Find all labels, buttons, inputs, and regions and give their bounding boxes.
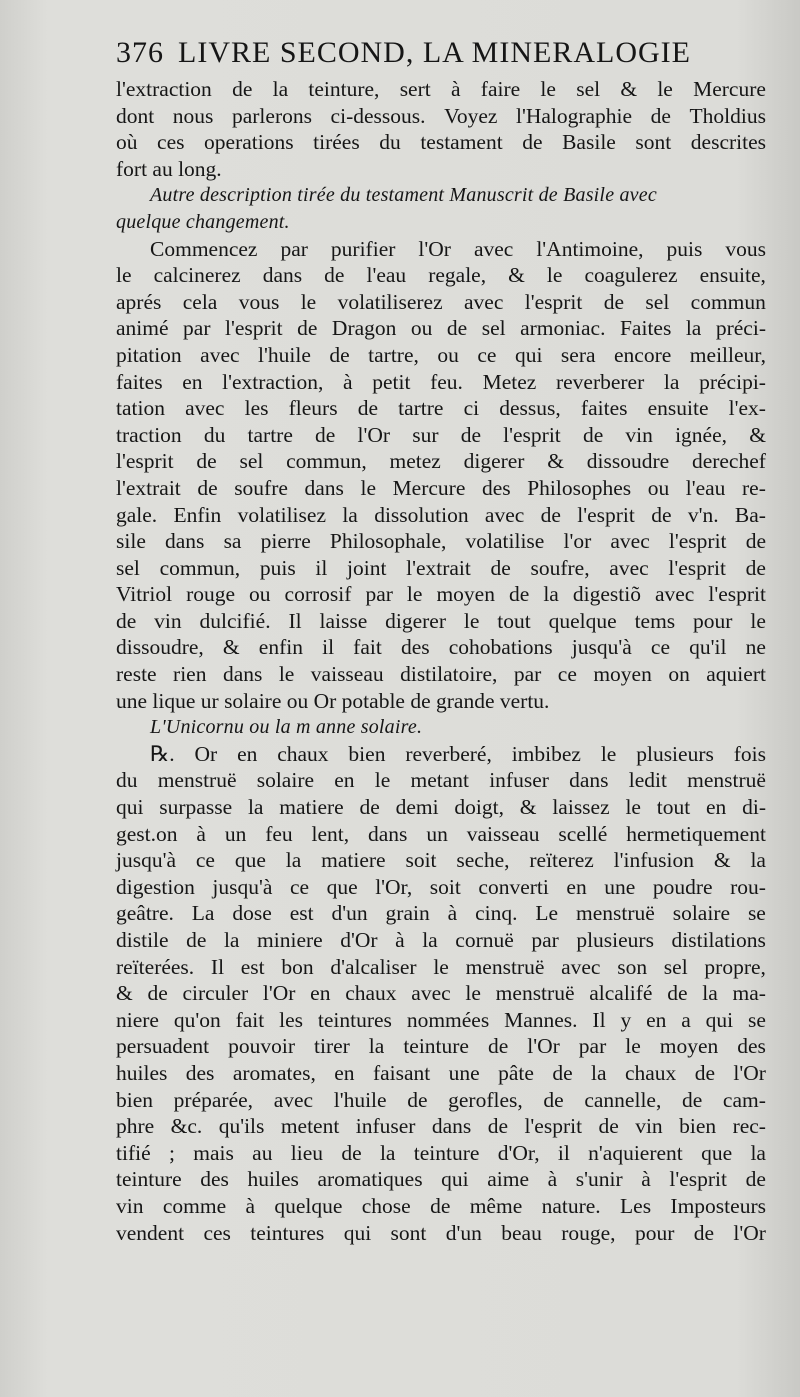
text-line: dont nous parlerons ci-dessous. Voyez l'Halographie de Tholdius [116, 103, 766, 128]
text-block [116, 36, 766, 1246]
text-line: l'esprit de sel commun, metez digerer & dissoudre derechef [116, 449, 766, 474]
text-line: L'Unicornu ou la m anne solaire. [150, 716, 423, 739]
text-line: tifié ; mais au lieu de la teinture d'Or, il n'aquierent que la [116, 1140, 766, 1165]
text-line: distile de la miniere d'Or à la cornuë par plusieurs distilations [116, 928, 766, 952]
text-line: qui surpasse la matiere de demi doigt, & laissez le tout en di- [116, 795, 766, 820]
text-line: teinture des huiles aromatiques qui aime à s'unir à l'esprit de [116, 1167, 766, 1192]
text-line: bien préparée, avec l'huile de gerofles, de cannelle, de cam- [116, 1087, 766, 1112]
text-line: l'extrait de soufre dans le Mercure des Philosophes ou l'eau re- [116, 475, 766, 500]
text-line: Autre description tirée du testament Manuscrit de Basile avec [150, 184, 657, 207]
text-line: huiles des aromates, en faisant une pâte de la chaux de l'Or [116, 1060, 766, 1085]
text-line: pitation avec l'huile de tartre, ou ce qui sera encore meilleur, [116, 342, 766, 367]
text-line: reste rien dans le vaisseau distilatoire, par ce moyen on aquiert [116, 662, 766, 687]
text-line: l'extraction de la teinture, sert à faire le sel & le Mercure [116, 77, 766, 101]
text-line: Vitriol rouge ou corrosif par le moyen de la digestiõ avec l'esprit [116, 582, 766, 607]
text-line: fort au long. [116, 156, 222, 181]
text-line: phre &c. qu'ils metent infuser dans de l'esprit de vin bien rec- [116, 1114, 766, 1139]
text-line: Commencez par purifier l'Or avec l'Antimoine, puis vous [150, 236, 766, 261]
text-line: sile dans sa pierre Philosophale, volatilise l'or avec l'esprit de [116, 529, 766, 554]
text-line: tation avec les fleurs de tartre ci dessus, faites ensuite l'ex- [116, 396, 766, 421]
text-line: aprés cela vous le volatiliserez avec l'esprit de sel commun [116, 289, 766, 314]
text-line: où ces operations tirées du testament de Basile sont descrites [116, 130, 766, 155]
text-line: quelque changement. [116, 210, 290, 233]
text-line: le calcinerez dans de l'eau regale, & le coagulerez ensuite, [116, 263, 766, 288]
text-line: sel commun, puis il joint l'extrait de soufre, avec l'esprit de [116, 555, 766, 580]
text-line: ℞. Or en chaux bien reverberé, imbibez le plusieurs fois [150, 741, 766, 766]
text-line: jusqu'à ce que la matiere soit seche, reïterez l'infusion & la [116, 848, 766, 873]
text-line: du menstruë solaire en le metant infuser dans ledit menstruë [116, 768, 766, 793]
text-line: gest.on à un feu lent, dans un vaisseau scellé hermetiquement [116, 821, 766, 846]
running-title: LIVRE SECOND, LA MINERALOGIE [178, 36, 691, 69]
text-line: reïterées. Il est bon d'alcaliser le menstruë avec son sel propre, [116, 954, 766, 979]
text-line: faites en l'extraction, à petit feu. Metez reverberer la précipi- [116, 369, 766, 394]
running-head [116, 36, 766, 76]
text-line: vin comme à quelque chose de même nature. Les Imposteurs [116, 1193, 766, 1218]
page-number: 376 [116, 36, 164, 69]
text-line: de vin dulcifié. Il laisse digerer le tout quelque tems pour le [116, 608, 766, 633]
text-line: persuadent pouvoir tirer la teinture de l'Or par le moyen des [116, 1034, 766, 1059]
text-line: dissoudre, & enfin il fait des cohobations jusqu'à ce qu'il ne [116, 635, 766, 660]
text-line: geâtre. La dose est d'un grain à cinq. Le menstruë solaire se [116, 901, 766, 926]
text-line: digestion jusqu'à ce que l'Or, soit converti en une poudre rou- [116, 874, 766, 899]
text-line: vendent ces teintures qui sont d'un beau rouge, pour de l'Or [116, 1220, 766, 1245]
text-line: niere qu'on fait les teintures nommées Mannes. Il y en a qui se [116, 1007, 766, 1032]
body-text [116, 76, 766, 1246]
text-line: une lique ur solaire ou Or potable de grande vertu. [116, 688, 550, 713]
text-line: gale. Enfin volatilisez la dissolution avec de l'esprit de v'n. Ba- [116, 502, 766, 527]
text-line: traction du tartre de l'Or sur de l'esprit de vin ignée, & [116, 422, 766, 447]
text-line: animé par l'esprit de Dragon ou de sel armoniac. Faites la préci- [116, 316, 766, 341]
text-line: & de circuler l'Or en chaux avec le menstruë alcalifé de la ma- [116, 981, 766, 1006]
